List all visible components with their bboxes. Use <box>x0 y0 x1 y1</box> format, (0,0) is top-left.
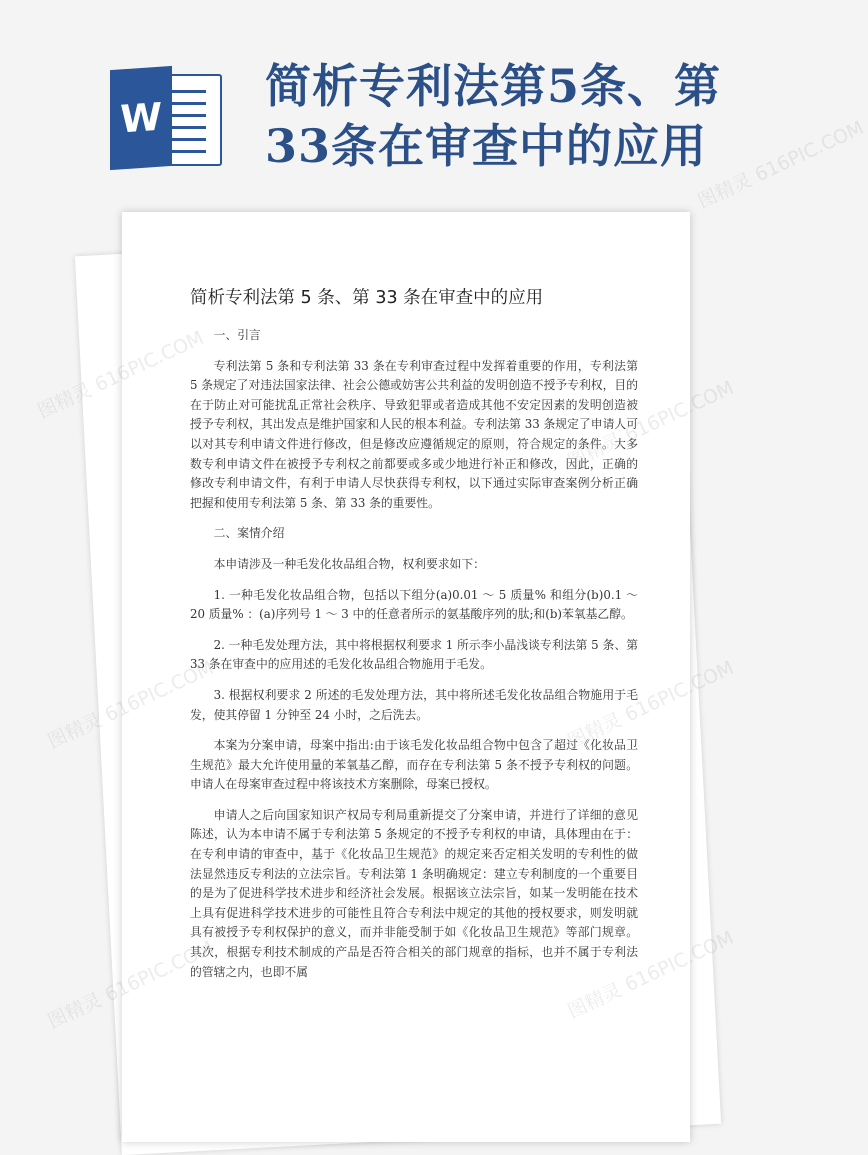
document-page <box>122 212 690 1142</box>
watermark: 图精灵 616PIC.COM <box>694 116 868 213</box>
document-title: 简析专利法第 5 条、第 33 条在审查中的应用 <box>190 288 544 308</box>
paragraph: 专利法第 5 条和专利法第 33 条在专利审查过程中发挥着重要的作用，专利法第 5 条规定了对违法国家法律、社会公德或妨害公共利益的发明创造不授予专利权，目的在于防止对可能扰乱正常社会秩序、导致犯罪或者造成其他不安定因素的发明创造被授予专利权，其出发点是维护国家和人民的根本利益。专利法第 33 条规定了申请人可以对其专利申请文件进行修改，但是修改应遵循规定的原则，符合规定的条件。大多数专利申请文件在被授予专利权之前都要或多或少地进行补正和修改，因此，正确的修改专利申请文件，有利于申请人尽快获得专利权，以下通过实际审查案例分析正确把握和使用专利法第 5 条、第 33 条的重要性。 <box>190 358 638 510</box>
claim-paragraph: 2. 一种毛发处理方法，其中将根据权利要求 1 所示李小晶浅谈专利法第 5 条、第 33 条在审查中的应用述的毛发化妆品组合物施用于毛发。 <box>190 637 638 672</box>
watermark: 图精灵 <box>34 378 96 423</box>
claim-paragraph: 1. 一种毛发化妆品组合物，包括以下组分(a)0.01 ～ 5 质量% 和组分(b)0.1 ～ 20 质量% ：(a)序列号 1 ～ 3 中的任意者所示的氨基酸序列的肽;和(b)苯氧基乙醇。 <box>190 587 638 622</box>
paragraph: 本案为分案申请，母案中指出:由于该毛发化妆品组合物中包含了超过《化妆品卫生规范》最大允许使用量的苯氧基乙醇，而存在专利法第 5 条不授予专利权的问题。申请人在母案审查过程中将该技术方案删除，母案已授权。 <box>190 738 638 792</box>
watermark: 图精灵 <box>44 708 106 753</box>
claim-paragraph: 3. 根据权利要求 2 所述的毛发处理方法，其中将所述毛发化妆品组合物施用于毛发，使其停留 1 分钟至 24 小时，之后洗去。 <box>190 687 638 722</box>
word-document-icon <box>110 68 220 168</box>
banner <box>0 0 800 200</box>
section-heading: 二、案情介绍 <box>213 526 285 541</box>
section-heading: 一、引言 <box>213 328 261 342</box>
paragraph: 本申请涉及一种毛发化妆品组合物，权利要求如下： <box>213 556 485 571</box>
watermark: 图精灵 <box>44 988 106 1033</box>
document-body <box>190 326 638 993</box>
word-icon-letter: W <box>110 66 172 170</box>
banner-title: 简析专利法第5条、第33条在审查中的应用 <box>265 59 722 173</box>
paragraph: 申请人之后向国家知识产权局专利局重新提交了分案申请，并进行了详细的意见陈述，认为本申请不属于专利法第 5 条规定的不授予专利权的申请，具体理由在于：在专利申请的审查中，基于《化妆品卫生规范》的规定来否定相关发明的专利性的做法显然违反专利法的立法宗旨。专利法第 1 条明确规定：建立专利制度的一个重要目的是为了促进科学技术进步和经济社会发展。根据该立法宗旨，如某一发明能在技术上具有促进科学技术进步的可能性且符合专利法中规定的其他的授权要求，则发明就具有被授予专利权保护的意义，而并非能受制于如《化妆品卫生规范》等部门规章。其次，根据专利技术制成的产品是否符合相关的部门规章的指标，也并不属于专利法的管辖之内，也即不属 <box>190 807 638 979</box>
